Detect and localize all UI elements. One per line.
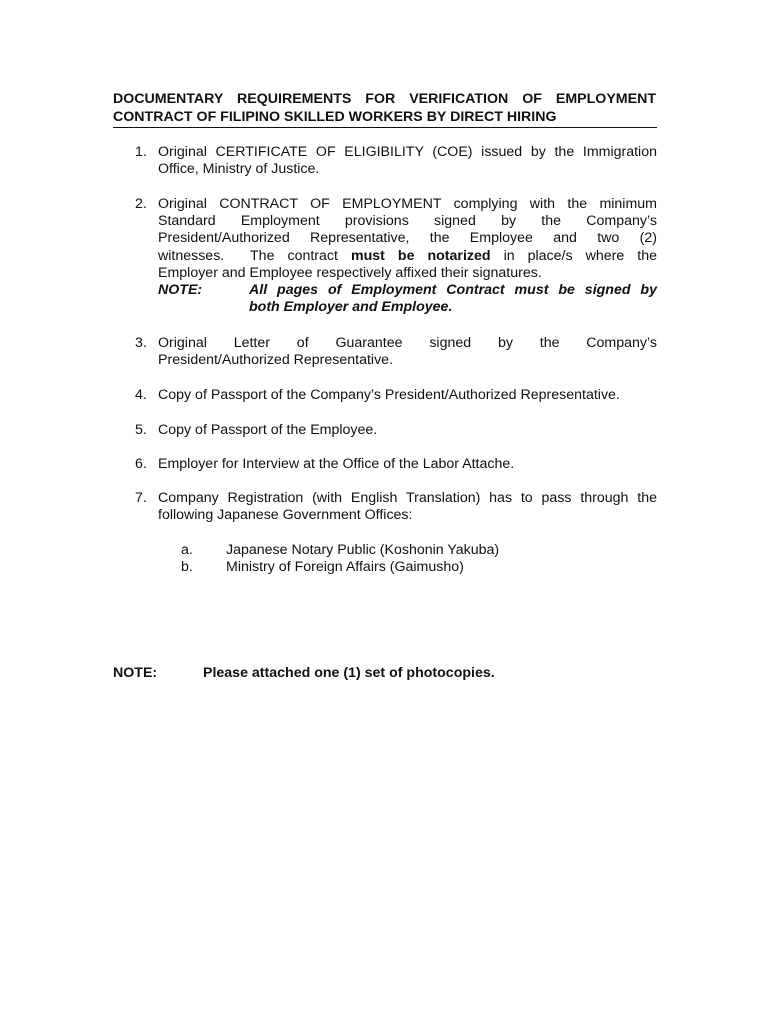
sub-item-letter: a.	[181, 542, 193, 558]
item-text-line: President/Authorized Representative, the Employee and two (2)	[158, 230, 657, 247]
note-text-line: both Employer and Employee.	[249, 299, 453, 316]
emphasis-text: must be notarized	[350, 247, 491, 264]
item-text-line	[158, 248, 657, 265]
item-text-line: Copy of Passport of the Employee.	[158, 422, 378, 438]
note-label: NOTE:	[158, 282, 203, 299]
sub-item-text: Ministry of Foreign Affairs (Gaimusho)	[226, 559, 464, 575]
item-text-segment: in place/s where the	[490, 247, 657, 264]
document-title	[113, 90, 656, 126]
list-item-7	[135, 490, 657, 524]
item-number: 7.	[135, 490, 147, 506]
list-item-6	[135, 456, 657, 473]
sub-item-text: Japanese Notary Public (Koshonin Yakuba)	[226, 542, 500, 558]
final-note-text: Please attached one (1) set of photocopies.	[203, 665, 495, 681]
item-text-line: Company Registration (with English Translation) has to pass through the	[158, 490, 657, 506]
title-underline	[113, 127, 657, 128]
item-text-line: President/Authorized Representative.	[158, 352, 394, 369]
list-item-1	[135, 144, 657, 178]
item-text-line: Original CERTIFICATE OF ELIGIBILITY (COE) issued by the Immigration	[158, 144, 657, 160]
item-text-line: Employer for Interview at the Office of the Labor Attache.	[158, 456, 515, 472]
item-text-line: Office, Ministry of Justice.	[158, 161, 320, 178]
item-number: 4.	[135, 387, 147, 403]
item-number: 2.	[135, 196, 147, 212]
list-item-5	[135, 422, 657, 439]
item-text-line: Original CONTRACT OF EMPLOYMENT complying with the minimum	[158, 196, 657, 212]
contract-note	[158, 282, 657, 316]
item-number: 5.	[135, 422, 147, 438]
list-item-2	[135, 196, 657, 316]
title-line-1: DOCUMENTARY REQUIREMENTS FOR VERIFICATION OF EMPLOYMENT	[113, 91, 656, 107]
title-line-2: CONTRACT OF FILIPINO SKILLED WORKERS BY DIRECT HIRING	[113, 109, 557, 125]
item-number: 6.	[135, 456, 147, 472]
item-text-line: Copy of Passport of the Company’s President/Authorized Representative.	[158, 387, 620, 403]
item-text-segment: witnesses. The contract	[158, 247, 351, 264]
item-text-line: Original Letter of Guarantee signed by the Company’s	[158, 335, 657, 351]
item-text-line: Employer and Employee respectively affixed their signatures.	[158, 264, 542, 281]
list-item-4	[135, 387, 657, 404]
list-item-3	[135, 335, 657, 369]
note-text-line: All pages of Employment Contract must be signed by	[249, 282, 657, 299]
item-number: 3.	[135, 335, 147, 351]
sub-item-letter: b.	[181, 559, 193, 575]
item-text-line: following Japanese Government Offices:	[158, 507, 413, 524]
item-text-line: Standard Employment provisions signed by the Company’s	[158, 213, 657, 230]
item-number: 1.	[135, 144, 147, 160]
final-note-label: NOTE:	[113, 665, 158, 681]
